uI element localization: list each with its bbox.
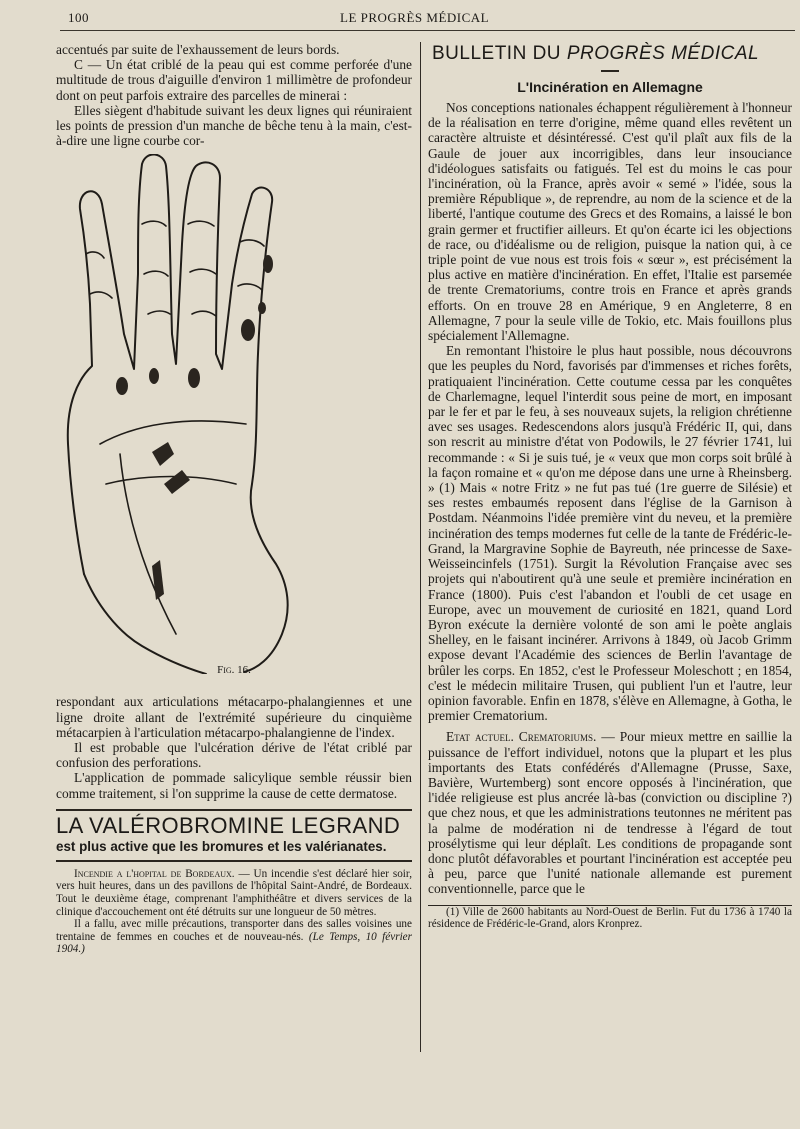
- paragraph: respondant aux articulations métacarpo-phalangiennes et une ligne droite allant de l'extrémité supérieure du cinquième métacarpien à l'articulation métacarpo-phalangienne de l'index.: [56, 694, 412, 740]
- article-title: L'Incinération en Allemagne: [517, 79, 703, 95]
- hand-lower-edge: [84, 574, 206, 674]
- ad-title: LA VALÉROBROMINE LEGRAND: [56, 812, 401, 838]
- news-paragraph: [56, 868, 412, 918]
- news-brief: [56, 868, 412, 956]
- section-text: — Pour mieux mettre en saillie la puissance de l'effort individuel, notons que la plupart et les plus importants des Etats confédérés d'Allemagne (Prusse, Saxe, Bavière, Wurtemberg) sont encore opposés à l'incinération, que l'idée religieuse est plus ancrée là-bas (conviction ou discipline ?) que chez nous, et que les administrations teutonnes ne méritent pas la palme de modération ni de tendresse à l'égard de tout prosélytisme qui leur déplaît. Les conditions de propagande sont donc plutôt défavorables et pourtant l'incinération est acceptée peu à peu, parce que l'unité nationale allemande est purement conventionnelle, parce que le: [428, 729, 793, 897]
- running-head: [0, 6, 800, 28]
- hand-figure: [56, 154, 412, 694]
- news-label: Incendie a l'hopital de Bordeaux.: [74, 867, 235, 880]
- column-divider: [420, 42, 421, 1052]
- ad-top-rule: [56, 809, 412, 811]
- paragraph: C — Un état criblé de la peau qui est comme perforée d'une multitude de trous d'aiguille d'environ 1 millimètre de profondeur dont on peut parfois extraire des parcelles de minerai :: [56, 57, 412, 103]
- bulletin-title-a: BULLETIN DU: [432, 43, 567, 64]
- journal-title: LE PROGRÈS MÉDICAL: [340, 10, 490, 25]
- news-paragraph: [56, 918, 412, 956]
- paragraph: [428, 729, 792, 896]
- news-text: — Un incendie s'est déclaré hier soir, vers huit heures, dans un des pavillons de l'hôpital Saint-André, de Bordeaux. Tout le deuxième étage, comprenant l'amphithéâtre et divers services de la clinique d'accouchement ont été détruits sur une longueur de 50 mètres.: [56, 867, 412, 918]
- news-text-2: Il a fallu, avec mille précautions, transporter dans des salles voisines une trentaine de femmes en couches et de nouveau-nés.: [56, 918, 412, 943]
- page-number: 100: [68, 10, 89, 25]
- footnote: [428, 906, 792, 931]
- title-dash: [601, 70, 619, 72]
- bulletin-title-b: PROGRÈS MÉDICAL: [566, 43, 760, 64]
- paragraph: accentués par suite de l'exhaussement de leurs bords.: [56, 42, 340, 57]
- footnote-text: (1) Ville de 2600 habitants au Nord-Ouest de Berlin. Fut du 1736 à 1740 la résidence de Frédéric-le-Grand, alors Kronprez.: [428, 905, 792, 931]
- hand-illustration: [56, 154, 412, 677]
- paragraph: Elles siègent d'habitude suivant les deux lignes qui réuniraient les points de pression d'un manche de bêche tenu à la main, c'est-à-dire une ligne courbe cor-: [56, 102, 412, 149]
- left-column: [56, 42, 412, 956]
- paragraph: Nos conceptions nationales échappent régulièrement à l'honneur de la réalisation en terre d'origine, même quand elles revêtent un caractère altruiste et désintéressé. C'est qu'il plaît aux fils de la Gaule de jouer aux incorrigibles, dans leur insouciance d'idéologues satisfaits ou fatigués. Tel est du moins le cas pour l'incinération, où la France, après avoir « semé » l'idée, sous la première République », de reprendre, au nom de la science et de la liberté, l'antique coutume des Grecs et des Romains, a laissé le bon grain germer et fructifier ailleurs. Et qu'on écarte ici les objections de race, ou d'idéalisme ou de religion, puisque la nation qui, à ce triple point de vue nous est trois fois « sœur », est précisément la plus active en matière d'incinération. En effet, l'Italie est parsemée de trente Crematoriums, contre trois en France et après grands efforts. On en trouve 28 en Amérique, 9 en Angleterre, 8 en Allemagne, 7 pour la seule ville de Tokio, etc. Mais fouillons plus spécialement l'Allemagne.: [428, 100, 792, 344]
- paragraph: Il est probable que l'ulcération dérive de l'état criblé par confusion des perforations.: [56, 740, 412, 771]
- figure-caption: Fig. 16.: [217, 664, 251, 677]
- right-column: [428, 42, 792, 931]
- paragraph: L'application de pommade salicylique semble réussir bien comme traitement, si l'on supprime la cause de cette dermatose.: [56, 770, 412, 801]
- ad-bottom-rule: [56, 860, 412, 862]
- section-label: Etat actuel. Crematoriums.: [446, 729, 597, 745]
- header-rule: [60, 30, 795, 31]
- bulletin-title: [432, 42, 792, 66]
- news-source: (Le Temps, 10 février 1904.): [56, 930, 413, 956]
- ad-subtitle: est plus active que les bromures et les valérianates.: [56, 838, 387, 854]
- paragraph: En remontant l'histoire le plus haut possible, nous découvrons que les peuples du Nord, favorisés par d'immenses et riches forêts, pratiquaient l'incinération. Cette coutume cessa par les conquêtes de Charlemagne, lequel l'interdit sous peine de mort, en imposant par le fer et par le feu, à ses nouveaux sujets, la religion chrétienne avec ses usages. Redescendons alors jusqu'à Frédéric II, qui, dans son rescrit au ministre d'état von Podowils, le 27 février 1741, lui recommande : « Si je suis tué, je « veux que mon corps soit brûlé à la façon romaine et « qu'on me dépose dans une urne à Rheinsberg. » (1) Mais « notre Fritz » ne fut pas tué (1re guerre de Silésie) et ses restes embaumés reposent dans l'église de la Garnison à Postdam. Néanmoins l'idée première vint du neveu, et la première incinération des temps modernes fut celle de la tante de Frédéric-le-Grand, la Margravine Sophie de Bayreuth, née princesse de Saxe-Weisseincinfels (1751). Surgit la Révolution Française avec ses projets qui n'aboutirent qu'à une seule et première incinération en France (1800). Puis c'est l'abandon et l'oubli de cet usage en Europe, avec un mouvement de curiosité en 1821, quand Lord Byron exécute la dernière volonté de son ami le poète anglais Shelley, en le faisant incinérer. Arrivons à 1849, où Jacob Grimm expose devant l'Académie des sciences de Berlin l'avantage de brûler les corps. En 1852, c'est le Professeur Moleschott ; en 1854, c'est le médecin militaire Trusen, qui publient l'un et l'autre, leur opinion favorable. Enfin en 1878, s'élève en Allemagne, à Gotha, le premier Crematorium.: [428, 343, 792, 724]
- hand-outline: [68, 155, 288, 673]
